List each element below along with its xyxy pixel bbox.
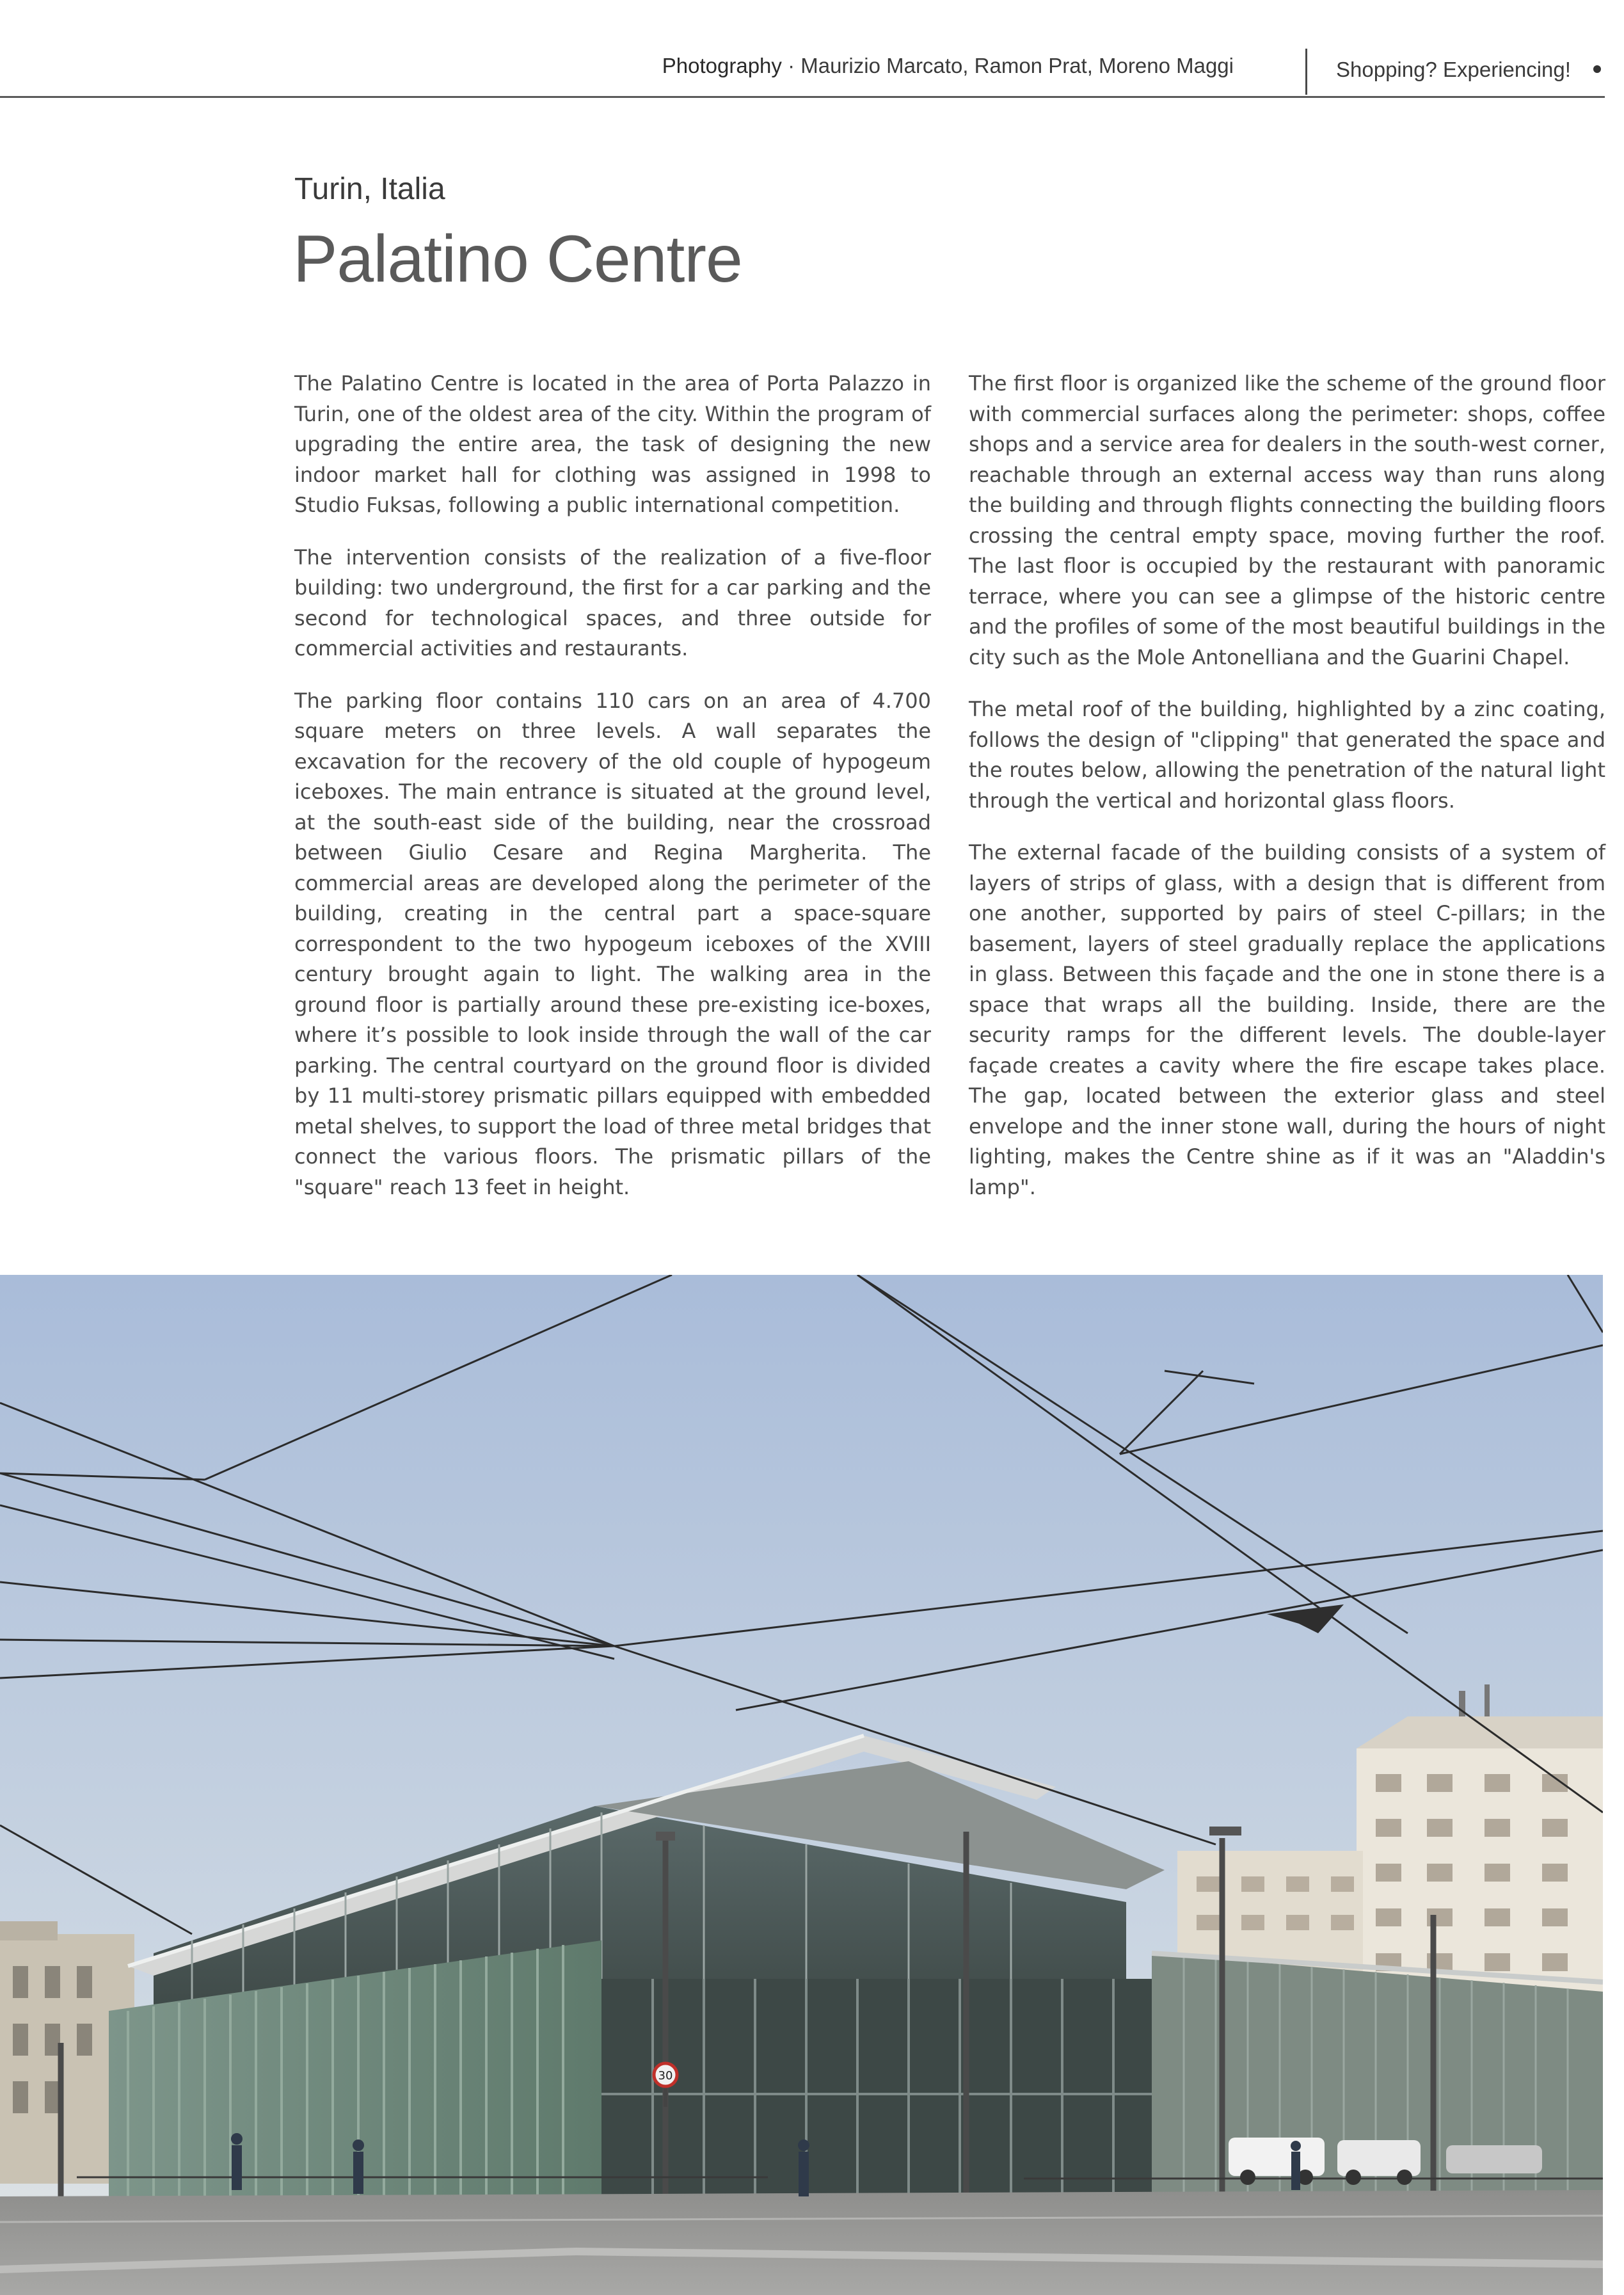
- credits-names: Maurizio Marcato, Ramon Prat, Moreno Maggi: [800, 54, 1234, 77]
- location-subtitle: Turin, Italia: [294, 172, 445, 206]
- text-column-right: [969, 369, 1605, 1224]
- speed-sign-text: 30: [658, 2069, 673, 2083]
- page-title: Palatino Centre: [293, 222, 742, 296]
- paragraph: The Palatino Centre is located in the area of Porta Palazzo in Turin, one of the oldest area of the city. Within the program of upgrading the entire area, the task of designing the new indoor market hall for clothing was assigned in 1998 to Studio Fuksas, following a public international competition.: [294, 371, 931, 517]
- entrance-glazing: [601, 1979, 1152, 2196]
- paragraph: The external facade of the building consists of a system of layers of strips of glass, with a design that is different from one another, supported by pairs of steel C-pillars; in the basement, layers of steel gradually replace the applications in glass. Between this façade and the one in stone there is a space that wraps all the building. Inside, there are the security ramps for the different levels. The double-layer façade creates a cavity where the fire escape takes place. The gap, located between the exterior glass and steel envelope and the inner stone wall, during the hours of night lighting, makes the Centre shine as if it was an "Aladdin's lamp".: [969, 840, 1605, 1199]
- photo-credits: Photography · Maurizio Marcato, Ramon Prat, Moreno Maggi: [662, 54, 1234, 77]
- text-column-left: [294, 369, 931, 1224]
- section-label: Shopping? Experiencing!: [1336, 58, 1571, 81]
- road: [0, 2190, 1603, 2295]
- building-illustration: [0, 1275, 1603, 2295]
- paragraph: The parking floor contains 110 cars on an area of 4.700 square meters on three levels. A wall separates the excavation for the recovery of the old couple of hypogeum iceboxes. The main entrance is situated at the ground level, at the south-east side of the building, near the crossroad between Giulio Cesare and Regina Margherita. The commercial areas are developed along the perimeter of the building, creating in the central part a space-square correspondent to the two hypogeum iceboxes of the XVIII century brought again to light. The walking area in the ground floor is partially around these pre-existing ice-boxes, where it’s possible to look inside through the wall of the car parking. The central courtyard on the ground floor is divided by 11 multi-storey prismatic pillars equipped with embedded metal shelves, to support the load of three metal bridges that connect the various floors. The prismatic pillars of the "square" reach 13 feet in height.: [294, 688, 931, 1199]
- credits-label: Photography: [662, 54, 782, 77]
- paragraph: The intervention consists of the realization of a five-floor building: two underground, the first for a car parking and the second for technological spaces, and three outside for commercial activities and restaurants.: [294, 545, 931, 660]
- paragraph: The first floor is organized like the scheme of the ground floor with commercial surfaces along the perimeter: shops, coffee shops and a service area for dealers in the south-west corner, reachable through an external access way than runs along the building and through flights connecting the building floors crossing the central empty space, moving further the roof. The last floor is occupied by the restaurant with panoramic terrace, where you can see a glimpse of the historic centre and the profiles of some of the most beautiful buildings in the city such as the Mole Antonelliana and the Guarini Chapel.: [969, 371, 1605, 669]
- paragraph: The metal roof of the building, highlighted by a zinc coating, follows the design of "clipping" that generated the space and the routes below, allowing the penetration of the natural light through the vertical and horizontal glass floors.: [969, 697, 1605, 813]
- header-divider: [1305, 49, 1307, 95]
- header-bar: [0, 0, 1605, 98]
- building-photo: [0, 1275, 1603, 2295]
- bullet-icon: [1593, 65, 1601, 73]
